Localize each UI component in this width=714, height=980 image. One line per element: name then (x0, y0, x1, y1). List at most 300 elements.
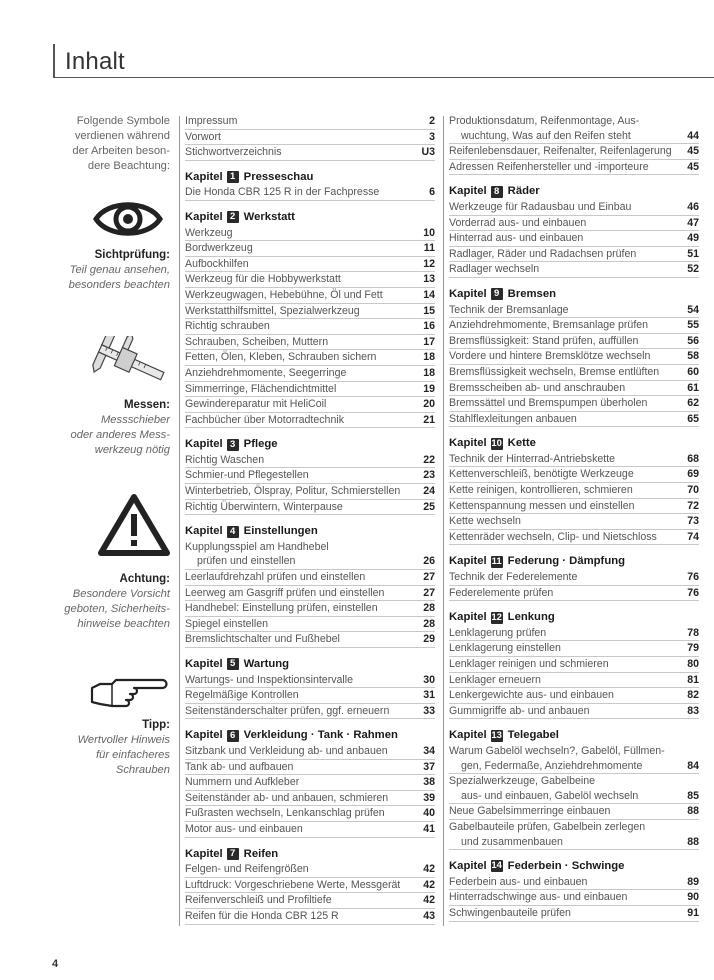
toc-entry-page: 28 (423, 617, 435, 630)
toc-entry-page: 42 (423, 863, 435, 876)
toc-entry[interactable] (449, 231, 699, 247)
toc-entry-page: 65 (687, 412, 699, 425)
toc-entry[interactable] (185, 791, 435, 807)
toc-entry-text: Schrauben, Scheiben, Muttern (185, 335, 329, 348)
toc-entry[interactable] (449, 774, 699, 789)
toc-entry[interactable] (185, 570, 435, 586)
toc-entry[interactable] (185, 335, 435, 351)
chapter-title: Federbein · Schwinge (507, 860, 625, 873)
toc-entry[interactable] (449, 586, 699, 602)
chapter-label: Kapitel (449, 860, 487, 873)
chapter-heading (185, 437, 435, 452)
toc-entry-page: 39 (423, 791, 435, 804)
toc-entry-page: 44 (687, 129, 699, 142)
chapter-heading (185, 728, 435, 743)
toc-entry-text: Kupplungsspiel am Handhebel (185, 540, 329, 553)
toc-entry-text: Adressen Reifenhersteller und -importeure (449, 160, 649, 173)
toc-entry-text: Richtig Überwintern, Winterpause (185, 500, 343, 513)
toc-entry-page: 49 (687, 232, 699, 245)
toc-entry-page: 70 (687, 484, 699, 497)
toc-entry-text: Regelmäßige Kontrollen (185, 689, 299, 702)
toc-entry-page: 43 (423, 909, 435, 922)
toc-entry-text: Vorderrad aus- und einbauen (449, 216, 587, 229)
toc-entry[interactable] (185, 241, 435, 257)
toc-entry-page: 3 (429, 130, 435, 143)
warning-triangle-icon (98, 494, 170, 556)
chapter-heading (449, 436, 699, 451)
toc-entry-text: Bordwerkzeug (185, 242, 253, 255)
toc-entry-page: 14 (423, 288, 435, 301)
toc-entry[interactable] (449, 835, 699, 851)
toc-column-middle (185, 114, 435, 925)
toc-entry[interactable] (185, 673, 435, 689)
toc-entry[interactable] (449, 890, 699, 906)
toc-entry[interactable] (185, 350, 435, 366)
toc-entry-page: 25 (423, 500, 435, 513)
chapter-label: Kapitel (449, 287, 487, 300)
toc-entry-page: 12 (423, 257, 435, 270)
toc-entry[interactable] (449, 396, 699, 412)
toc-entry-page: 56 (687, 334, 699, 347)
chapter-number-badge: 6 (227, 730, 239, 742)
toc-entry[interactable] (185, 397, 435, 413)
toc-entry-text: Handhebel: Einstellung prüfen, einstellen (185, 602, 378, 615)
toc-entry-text: Hinterrad aus- und einbauen (449, 232, 584, 245)
toc-entry[interactable] (185, 554, 435, 570)
chapter-label: Kapitel (449, 729, 487, 742)
toc-entry[interactable] (449, 530, 699, 546)
toc-entry-text: Impressum (185, 115, 238, 127)
caliper-icon (92, 336, 168, 394)
toc-entry-page: 30 (423, 673, 435, 686)
toc-entry[interactable] (449, 381, 699, 397)
symbol-sichtpruefung: Sichtprüfung: Teil genau ansehen, besonders beachten (20, 194, 170, 294)
chapter-label: Kapitel (185, 210, 223, 223)
toc-entry-text: Technik der Federelemente (449, 571, 578, 584)
toc-entry-page: 85 (687, 789, 699, 802)
chapter-heading (449, 728, 699, 743)
toc-entry[interactable] (185, 185, 435, 201)
toc-entry[interactable] (449, 452, 699, 468)
toc-entry-page: 47 (687, 216, 699, 229)
chapter-number-badge: 5 (227, 658, 239, 670)
toc-entry-text: Fachbücher über Motorradtechnik (185, 413, 344, 426)
toc-entry[interactable] (449, 303, 699, 319)
toc-entry-page: 45 (687, 145, 699, 158)
toc-entry-text: Lenkergewichte aus- und einbauen (449, 689, 614, 702)
toc-entry-page: 34 (423, 744, 435, 757)
toc-entry-text: Leerweg am Gasgriff prüfen und einstellen (185, 586, 385, 599)
toc-entry-page: 58 (687, 350, 699, 363)
toc-entry[interactable] (449, 744, 699, 759)
toc-entry[interactable] (449, 804, 699, 820)
toc-entry-page: 16 (423, 320, 435, 333)
toc-entry[interactable] (185, 453, 435, 469)
toc-entry[interactable] (449, 467, 699, 483)
toc-entry[interactable] (185, 319, 435, 335)
toc-entry[interactable] (449, 216, 699, 232)
toc-entry[interactable] (449, 789, 699, 805)
symbol-tipp: Tipp: Wertvoller Hinweis für einfacheres Schrauben (20, 674, 170, 794)
toc-entry-text: Produktionsdatum, Reifenmontage, Aus- (449, 115, 640, 127)
toc-entry-text: Spezialwerkzeuge, Gabelbeine (449, 775, 596, 788)
toc-entry-page: 33 (423, 704, 435, 717)
chapter-label: Kapitel (185, 729, 223, 742)
toc-entry-text: Federelemente prüfen (449, 586, 554, 599)
toc-entry-page: 80 (687, 658, 699, 670)
toc-entry-page (681, 820, 699, 835)
toc-entry-text: Bremsflüssigkeit wechseln, Bremse entlüften (449, 365, 660, 378)
toc-entry-text: Radlager, Räder und Radachsen prüfen (449, 247, 637, 260)
toc-entry-page: 20 (423, 398, 435, 411)
toc-entry-text: Kettenverschleiß, benötigte Werkzeuge (449, 468, 634, 481)
toc-entry-page (681, 114, 699, 129)
toc-entry-text: und zusammenbauen (461, 835, 563, 848)
toc-entry-text: Leerlaufdrehzahl prüfen und einstellen (185, 571, 366, 584)
toc-entry-text: Gewindereparatur mit HeliCoil (185, 398, 327, 411)
toc-entry-page: 61 (687, 381, 699, 394)
chapter-title: Pflege (243, 438, 278, 451)
column-divider (443, 116, 444, 926)
chapter-label: Kapitel (449, 185, 487, 198)
toc-entry[interactable] (185, 632, 435, 648)
toc-entry-text: Hinterradschwinge aus- und einbauen (449, 891, 628, 904)
toc-entry[interactable] (449, 247, 699, 263)
toc-entry-text: Tank ab- und aufbauen (185, 760, 294, 773)
chapter-number-badge: 7 (227, 848, 239, 860)
toc-entry[interactable] (449, 673, 699, 689)
toc-entry[interactable] (449, 704, 699, 720)
page-title-bar (53, 44, 714, 78)
toc-entry[interactable] (185, 382, 435, 398)
toc-entry-text: Wartungs- und Inspektionsintervalle (185, 673, 354, 686)
toc-entry-text: Werkzeugwagen, Hebebühne, Öl und Fett (185, 288, 383, 301)
chapter-number-badge: 3 (227, 439, 239, 451)
chapter-heading (449, 610, 699, 625)
toc-entry-page: 60 (687, 365, 699, 378)
toc-entry-page: 27 (423, 571, 435, 584)
chapter-title: Wartung (243, 658, 290, 670)
toc-entry-page: 73 (687, 515, 699, 528)
toc-entry-page (681, 774, 699, 789)
toc-entry-text: Bremslichtschalter und Fußhebel (185, 633, 340, 646)
toc-entry-page: 45 (687, 160, 699, 173)
toc-entry[interactable] (185, 909, 435, 925)
toc-entry-page: 40 (423, 807, 435, 820)
toc-entry[interactable] (449, 365, 699, 381)
toc-entry-page: U3 (421, 146, 435, 159)
toc-entry[interactable] (449, 114, 699, 129)
toc-entry[interactable] (185, 130, 435, 146)
toc-entry-text: Federbein aus- und einbauen (449, 875, 588, 888)
toc-entry[interactable] (449, 334, 699, 350)
toc-entry-page: 41 (423, 822, 435, 835)
toc-entry[interactable] (449, 657, 699, 673)
toc-entry-text: Nummern und Aufkleber (185, 776, 300, 789)
toc-entry-text: prüfen und einstellen (197, 555, 296, 568)
toc-entry[interactable] (185, 878, 435, 894)
toc-entry-text: Werkzeug (185, 226, 233, 239)
toc-entry-page: 68 (687, 452, 699, 465)
toc-entry-text: Winterbetrieb, Ölspray, Politur, Schmierstellen (185, 485, 401, 498)
toc-entry-page: 91 (687, 906, 699, 919)
chapter-label: Kapitel (185, 170, 223, 183)
toc-entry-page: 76 (687, 586, 699, 599)
toc-entry[interactable] (449, 129, 699, 145)
toc-entry[interactable] (449, 570, 699, 586)
toc-entry-page: 37 (423, 760, 435, 773)
toc-column-right (449, 114, 699, 922)
chapter-label: Kapitel (185, 525, 223, 538)
toc-entry-page: 18 (423, 351, 435, 364)
toc-entry[interactable] (185, 145, 435, 161)
symbol-messen: Messen: Messschieber oder anderes Mess- werkzeug nötig (20, 336, 170, 456)
toc-entry-text: Werkstatthilfsmittel, Spezialwerkzeug (185, 304, 360, 317)
toc-entry-page: 15 (423, 304, 435, 317)
toc-entry[interactable] (449, 349, 699, 365)
toc-entry-text: Anziehdrehmomente, Seegerringe (185, 366, 347, 379)
toc-entry-page: 52 (687, 263, 699, 276)
toc-entry[interactable] (185, 468, 435, 484)
toc-entry-page: 27 (423, 586, 435, 599)
chapter-number-badge: 11 (491, 555, 502, 567)
toc-entry[interactable] (185, 366, 435, 382)
toc-entry-text: aus- und einbauen, Gabelöl wechseln (461, 789, 639, 802)
toc-entry-text: Bremsflüssigkeit: Stand prüfen, auffüllen (449, 334, 639, 347)
chapter-title: Federung · Dämpfung (507, 555, 626, 568)
toc-entry-page (681, 744, 699, 759)
chapter-heading (185, 170, 435, 185)
toc-entry-page: 81 (687, 673, 699, 686)
toc-entry[interactable] (185, 586, 435, 602)
chapter-title: Räder (507, 185, 540, 198)
toc-entry-page: 51 (687, 247, 699, 260)
toc-entry[interactable] (185, 862, 435, 878)
toc-entry-text: Stahlflexleitungen anbauen (449, 412, 577, 425)
toc-entry-text: Schwingenbauteile prüfen (449, 906, 571, 919)
toc-entry[interactable] (185, 822, 435, 838)
toc-entry-page: 46 (687, 200, 699, 213)
toc-entry-text: Die Honda CBR 125 R in der Fachpresse (185, 186, 380, 199)
chapter-title: Presseschau (243, 170, 314, 183)
toc-entry-page: 69 (687, 468, 699, 481)
chapter-title: Telegabel (507, 729, 559, 742)
toc-entry-page: 24 (423, 485, 435, 498)
chapter-title: Reifen (243, 847, 279, 860)
toc-entry-text: Anziehdrehmomente, Bremsanlage prüfen (449, 319, 649, 332)
chapter-label: Kapitel (185, 658, 223, 670)
toc-entry[interactable] (185, 688, 435, 704)
toc-entry[interactable] (449, 906, 699, 922)
toc-entry-page: 28 (423, 602, 435, 615)
toc-entry-page: 78 (687, 626, 699, 639)
toc-entry-text: Schmier-und Pflegestellen (185, 469, 309, 482)
chapter-heading (449, 859, 699, 874)
toc-entry[interactable] (449, 820, 699, 835)
toc-entry-page: 89 (687, 875, 699, 888)
toc-entry-page: 83 (687, 704, 699, 717)
toc-entry[interactable] (449, 875, 699, 891)
toc-entry[interactable] (185, 500, 435, 516)
toc-entry-page: 74 (687, 530, 699, 543)
chapter-title: Kette (507, 437, 536, 450)
chapter-number-badge: 10 (491, 437, 502, 449)
toc-entry[interactable] (449, 412, 699, 428)
toc-entry[interactable] (449, 160, 699, 176)
toc-entry[interactable] (185, 617, 435, 633)
chapter-heading (185, 657, 435, 672)
toc-entry[interactable] (185, 304, 435, 320)
toc-entry-page: 76 (687, 571, 699, 584)
toc-entry-page: 62 (687, 397, 699, 410)
toc-entry[interactable] (185, 114, 435, 130)
chapter-title: Einstellungen (243, 525, 318, 538)
toc-entry[interactable] (449, 318, 699, 334)
toc-entry-text: Richtig Waschen (185, 453, 265, 466)
chapter-title: Verkleidung · Tank · Rahmen (243, 729, 398, 742)
toc-entry-text: Lenklagerung prüfen (449, 626, 547, 639)
toc-entry[interactable] (449, 688, 699, 704)
toc-entry-text: Simmerringe, Flächendichtmittel (185, 382, 337, 395)
toc-entry-text: Warum Gabelöl wechseln?, Gabelöl, Füllmen- (449, 744, 665, 757)
toc-entry-text: Fetten, Ölen, Kleben, Schrauben sichern (185, 351, 377, 364)
chapter-heading (449, 287, 699, 302)
toc-entry[interactable] (185, 893, 435, 909)
toc-entry-text: Luftdruck: Vorgeschriebene Werte, Messgerät (185, 878, 401, 891)
toc-entry-page: 23 (423, 469, 435, 482)
toc-entry-text: Gummigriffe ab- und anbauen (449, 704, 590, 717)
chapter-heading (449, 184, 699, 199)
toc-entry-text: Kette wechseln (449, 515, 521, 528)
eye-icon (92, 194, 164, 244)
pointing-hand-icon (90, 674, 168, 714)
toc-entry-text: wuchtung, Was auf den Reifen steht (461, 129, 631, 142)
toc-entry-text: Bremsscheiben ab- und anschrauben (449, 381, 626, 394)
toc-entry-text: Vordere und hintere Bremsklötze wechseln (449, 350, 651, 363)
toc-entry-text: Aufbockhilfen (185, 257, 249, 270)
toc-entry-page: 13 (423, 273, 435, 286)
toc-entry[interactable] (185, 484, 435, 500)
chapter-label: Kapitel (449, 611, 487, 624)
chapter-heading (185, 524, 435, 539)
toc-entry[interactable] (449, 262, 699, 278)
toc-entry-text: Motor aus- und einbauen (185, 822, 303, 835)
toc-entry[interactable] (185, 288, 435, 304)
toc-entry-page: 18 (423, 366, 435, 379)
toc-entry[interactable] (185, 601, 435, 617)
toc-entry[interactable] (185, 744, 435, 760)
toc-entry-text: Seitenständerschalter prüfen, ggf. erneuern (185, 704, 390, 717)
chapter-heading (185, 847, 435, 862)
toc-entry-page: 90 (687, 891, 699, 904)
toc-entry[interactable] (449, 144, 699, 160)
toc-entry[interactable] (449, 483, 699, 499)
toc-entry[interactable] (449, 514, 699, 530)
chapter-label: Kapitel (185, 438, 223, 451)
toc-entry[interactable] (185, 760, 435, 776)
toc-entry-text: Fußrasten wechseln, Lenkanschlag prüfen (185, 807, 385, 820)
toc-entry-text: Lenklagerung einstellen (449, 642, 561, 655)
toc-entry-page: 84 (687, 759, 699, 772)
toc-entry-page: 82 (687, 689, 699, 702)
toc-entry-text: Technik der Bremsanlage (449, 303, 569, 316)
toc-entry[interactable] (185, 775, 435, 791)
toc-entry[interactable] (449, 200, 699, 216)
toc-entry[interactable] (185, 257, 435, 273)
toc-entry[interactable] (185, 272, 435, 288)
toc-entry-page: 42 (423, 894, 435, 907)
chapter-number-badge: 2 (227, 211, 239, 223)
toc-entry-text: Sitzbank und Verkleidung ab- und anbauen (185, 744, 388, 757)
toc-entry-text: Kette reinigen, kontrollieren, schmieren (449, 484, 633, 497)
toc-entry-page: 42 (423, 878, 435, 891)
toc-entry[interactable] (185, 226, 435, 242)
toc-entry-text: Felgen- und Reifengrößen (185, 863, 309, 876)
toc-entry-page: 26 (423, 555, 435, 568)
chapter-number-badge: 1 (227, 171, 239, 183)
chapter-label: Kapitel (185, 847, 223, 860)
toc-entry-page: 21 (423, 413, 435, 426)
toc-entry-text: Kettenspannung messen und einstellen (449, 499, 635, 512)
toc-entry[interactable] (449, 759, 699, 775)
toc-entry-text: Seitenständer ab- und anbauen, schmieren (185, 791, 389, 804)
toc-entry-page: 79 (687, 642, 699, 655)
toc-entry-text: gen, Federmaße, Anziehdrehmomente (461, 759, 643, 772)
toc-entry-text: Kettenräder wechseln, Clip- und Nietschloss (449, 530, 657, 543)
symbol-achtung: Achtung: Besondere Vorsicht geboten, Sicherheits- hinweise beachten (20, 494, 170, 634)
toc-entry-text: Reifen für die Honda CBR 125 R (185, 909, 339, 922)
toc-entry-page: 2 (429, 115, 435, 127)
page-title: Inhalt (65, 48, 125, 75)
toc-entry[interactable] (185, 806, 435, 822)
chapter-heading (449, 554, 699, 569)
toc-entry-text: Vorwort (185, 130, 221, 143)
toc-entry[interactable] (449, 626, 699, 642)
chapter-label: Kapitel (449, 555, 487, 568)
toc-entry-page: 72 (687, 499, 699, 512)
toc-entry-page (417, 540, 435, 555)
chapter-label: Kapitel (449, 437, 487, 450)
toc-entry[interactable] (185, 413, 435, 429)
chapter-title: Lenkung (507, 611, 555, 624)
toc-entry[interactable] (449, 641, 699, 657)
toc-entry-page: 55 (687, 319, 699, 332)
toc-entry-text: Lenklager reinigen und schmieren (449, 658, 609, 670)
toc-entry-page: 6 (429, 186, 435, 199)
toc-entry-text: Neue Gabelsimmerringe einbauen (449, 805, 611, 818)
toc-entry-page: 38 (423, 776, 435, 789)
toc-entry-text: Radlager wechseln (449, 263, 540, 276)
toc-entry-text: Gabelbauteile prüfen, Gabelbein zerlegen (449, 820, 646, 833)
toc-entry-text: Technik der Hinterrad-Antriebskette (449, 452, 616, 465)
symbol-legend-intro: Folgende Symbole verdienen während der Arbeiten beson- dere Beachtung: (72, 115, 170, 172)
toc-entry[interactable] (185, 704, 435, 720)
chapter-title: Bremsen (507, 287, 557, 300)
toc-entry-text: Lenklager erneuern (449, 673, 541, 686)
toc-entry-page: 88 (687, 805, 699, 818)
column-divider (179, 116, 180, 926)
toc-entry-text: Reifenlebensdauer, Reifenalter, Reifenlagerung (449, 145, 672, 158)
toc-entry-page: 19 (423, 382, 435, 395)
toc-entry-text: Richtig schrauben (185, 320, 270, 333)
toc-entry-text: Reifenverschleiß und Profiltiefe (185, 894, 332, 907)
toc-entry[interactable] (449, 499, 699, 515)
chapter-title: Werkstatt (243, 210, 295, 223)
toc-entry-text: Werkzeug für die Hobbywerkstatt (185, 273, 341, 286)
toc-entry[interactable] (185, 540, 435, 555)
toc-entry-page: 22 (423, 453, 435, 466)
toc-entry-page: 88 (687, 835, 699, 848)
